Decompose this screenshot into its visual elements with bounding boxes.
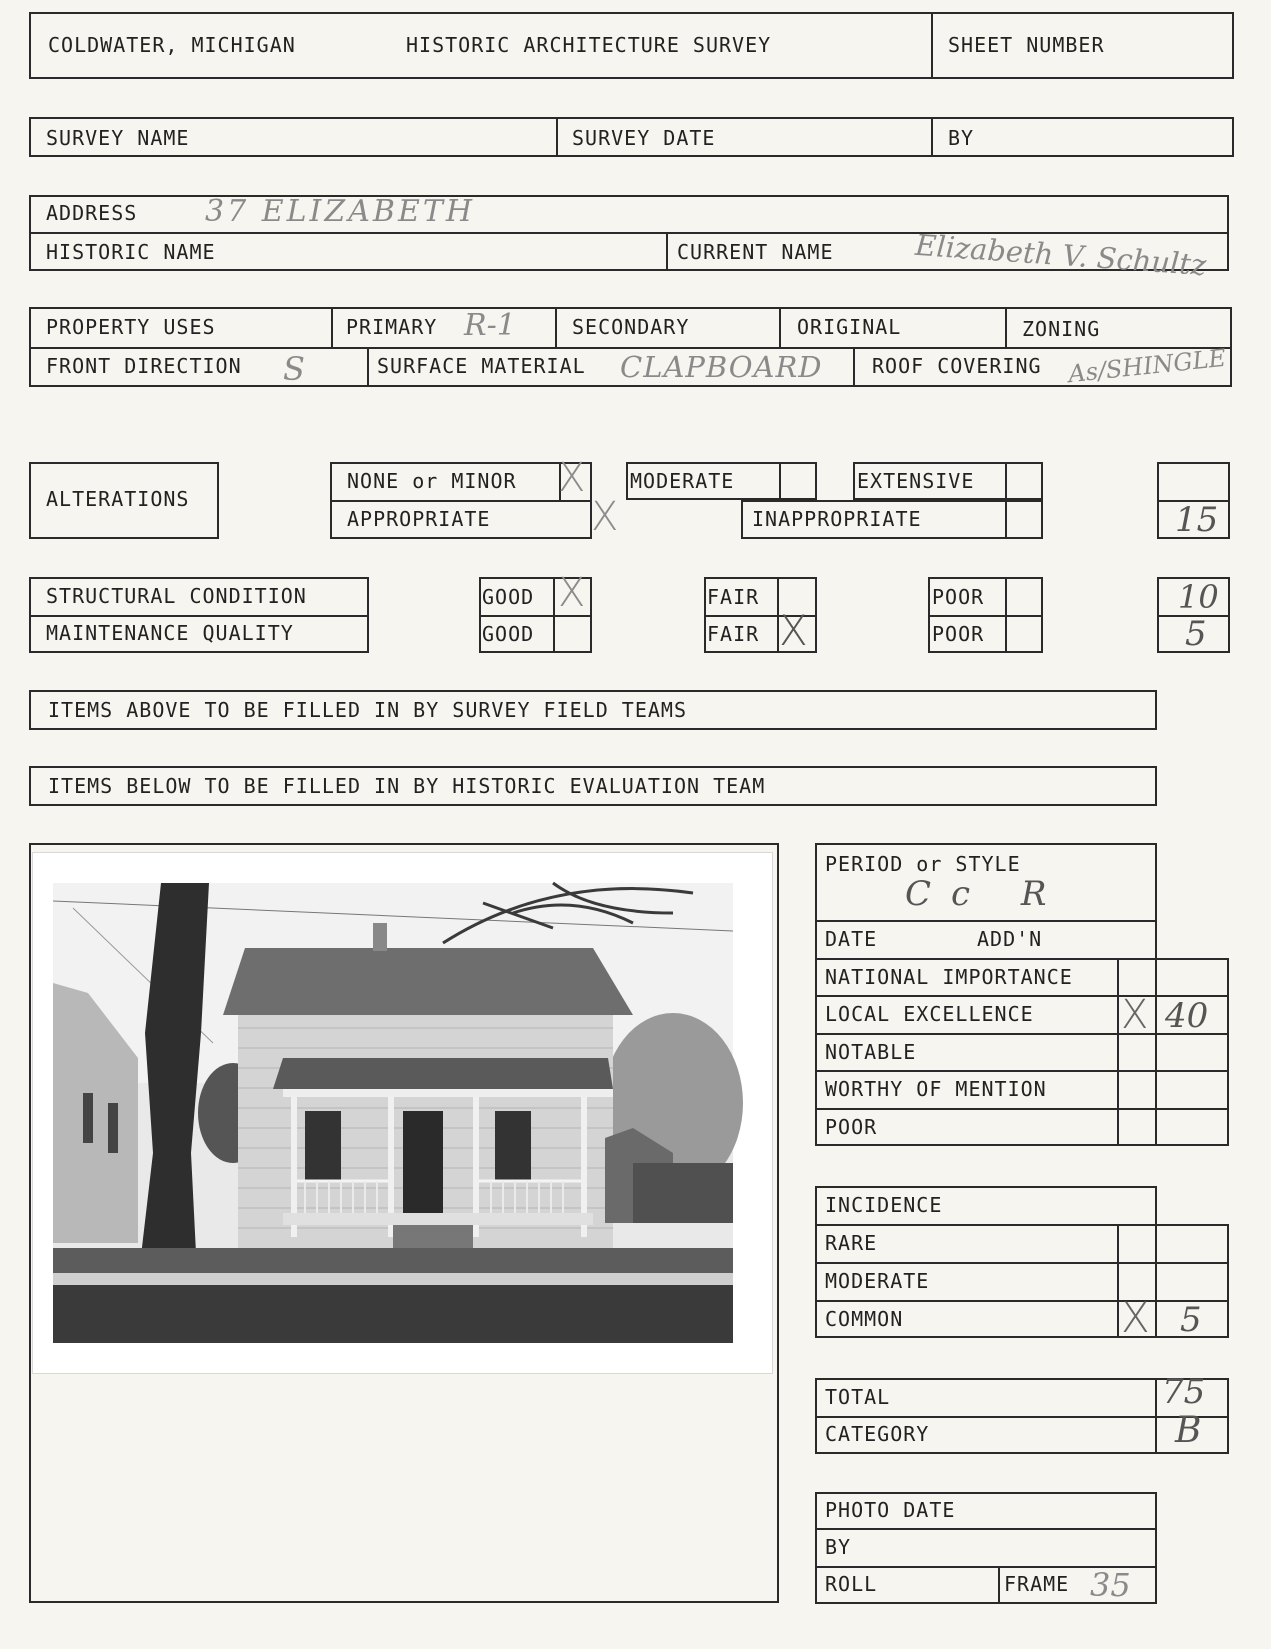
total-label: TOTAL bbox=[825, 1385, 891, 1409]
city-label: COLDWATER, MICHIGAN bbox=[48, 33, 296, 57]
photo-by-label: BY bbox=[825, 1535, 852, 1559]
note-above-text: ITEMS ABOVE TO BE FILLED IN BY SURVEY FIELD TEAMS bbox=[48, 698, 688, 722]
current-name-value: Elizabeth V. Schultz bbox=[914, 227, 1208, 283]
front-direction-label: FRONT DIRECTION bbox=[46, 354, 242, 378]
common-score: 5 bbox=[1180, 1300, 1202, 1340]
maintenance-label: MAINTENANCE QUALITY bbox=[46, 621, 294, 645]
notable-label: NOTABLE bbox=[825, 1040, 917, 1064]
survey-by-label: BY bbox=[948, 126, 975, 150]
fair-label-maintenance: FAIR bbox=[707, 622, 760, 646]
moderate-label: MODERATE bbox=[630, 469, 735, 493]
inappropriate-label: INAPPROPRIATE bbox=[752, 507, 922, 531]
form-title: HISTORIC ARCHITECTURE SURVEY bbox=[406, 33, 772, 57]
good-check-structural: X bbox=[558, 570, 586, 616]
front-direction-value: S bbox=[283, 350, 305, 388]
structural-score: 10 bbox=[1178, 578, 1219, 616]
national-importance-label: NATIONAL IMPORTANCE bbox=[825, 965, 1073, 989]
common-label: COMMON bbox=[825, 1307, 904, 1331]
period-style-label: PERIOD or STYLE bbox=[825, 852, 1021, 876]
local-excellence-score: 40 bbox=[1165, 996, 1209, 1036]
structural-label: STRUCTURAL CONDITION bbox=[46, 584, 307, 608]
good-label-structural: GOOD bbox=[482, 585, 535, 609]
address-label: ADDRESS bbox=[46, 201, 138, 225]
photo-date-label: PHOTO DATE bbox=[825, 1498, 956, 1522]
date-label: DATE bbox=[825, 927, 878, 951]
fair-label-structural: FAIR bbox=[707, 585, 760, 609]
address-value: 37 ELIZABETH bbox=[205, 194, 476, 229]
poor-label-structural: POOR bbox=[932, 585, 985, 609]
evaluation-score-column bbox=[1117, 958, 1229, 1146]
incidence-label: INCIDENCE bbox=[825, 1193, 943, 1217]
fair-check-maintenance: X bbox=[779, 606, 808, 655]
historic-name-label: HISTORIC NAME bbox=[46, 240, 216, 264]
house-photo bbox=[33, 853, 772, 1373]
poor-label-maintenance: POOR bbox=[932, 622, 985, 646]
surface-material-label: SURFACE MATERIAL bbox=[377, 354, 586, 378]
appropriate-check: X bbox=[591, 494, 619, 540]
survey-date-label: SURVEY DATE bbox=[572, 126, 716, 150]
moderate-incidence-label: MODERATE bbox=[825, 1269, 930, 1293]
local-excellence-check: X bbox=[1121, 992, 1149, 1038]
primary-value: R-1 bbox=[464, 308, 516, 343]
category-label: CATEGORY bbox=[825, 1422, 930, 1446]
secondary-label: SECONDARY bbox=[572, 315, 690, 339]
roof-covering-value: As/SHINGLE bbox=[1066, 343, 1228, 389]
primary-label: PRIMARY bbox=[346, 315, 438, 339]
house-photo-image bbox=[33, 853, 772, 1373]
original-label: ORIGINAL bbox=[797, 315, 902, 339]
good-label-maintenance: GOOD bbox=[482, 622, 535, 646]
frame-label: FRAME bbox=[1004, 1572, 1070, 1596]
common-check: X bbox=[1121, 1293, 1150, 1342]
total-value: 75 bbox=[1162, 1372, 1206, 1412]
worthy-label: WORTHY OF MENTION bbox=[825, 1077, 1047, 1101]
roof-covering-label: ROOF COVERING bbox=[872, 354, 1042, 378]
frame-value: 35 bbox=[1090, 1566, 1131, 1604]
roll-label: ROLL bbox=[825, 1572, 878, 1596]
none-minor-label: NONE or MINOR bbox=[347, 469, 517, 493]
current-name-label: CURRENT NAME bbox=[677, 240, 834, 264]
category-value: B bbox=[1175, 1410, 1202, 1451]
alterations-score: 15 bbox=[1175, 500, 1219, 540]
zoning-label: ZONING bbox=[1022, 317, 1101, 341]
poor-eval-label: POOR bbox=[825, 1115, 878, 1139]
addn-label: ADD'N bbox=[977, 927, 1043, 951]
extensive-label: EXTENSIVE bbox=[857, 469, 975, 493]
property-uses-label: PROPERTY USES bbox=[46, 315, 216, 339]
surface-material-value: CLAPBOARD bbox=[620, 350, 823, 384]
note-below-text: ITEMS BELOW TO BE FILLED IN BY HISTORIC EVALUATION TEAM bbox=[48, 774, 766, 798]
sheet-number-label: SHEET NUMBER bbox=[948, 33, 1105, 57]
rare-label: RARE bbox=[825, 1231, 878, 1255]
alterations-label: ALTERATIONS bbox=[46, 487, 190, 511]
survey-name-label: SURVEY NAME bbox=[46, 126, 190, 150]
appropriate-label: APPROPRIATE bbox=[347, 507, 491, 531]
local-excellence-label: LOCAL EXCELLENCE bbox=[825, 1002, 1034, 1026]
period-style-value: Cc R bbox=[905, 874, 1067, 914]
none-minor-check: X bbox=[558, 455, 586, 501]
maintenance-score: 5 bbox=[1185, 614, 1207, 654]
